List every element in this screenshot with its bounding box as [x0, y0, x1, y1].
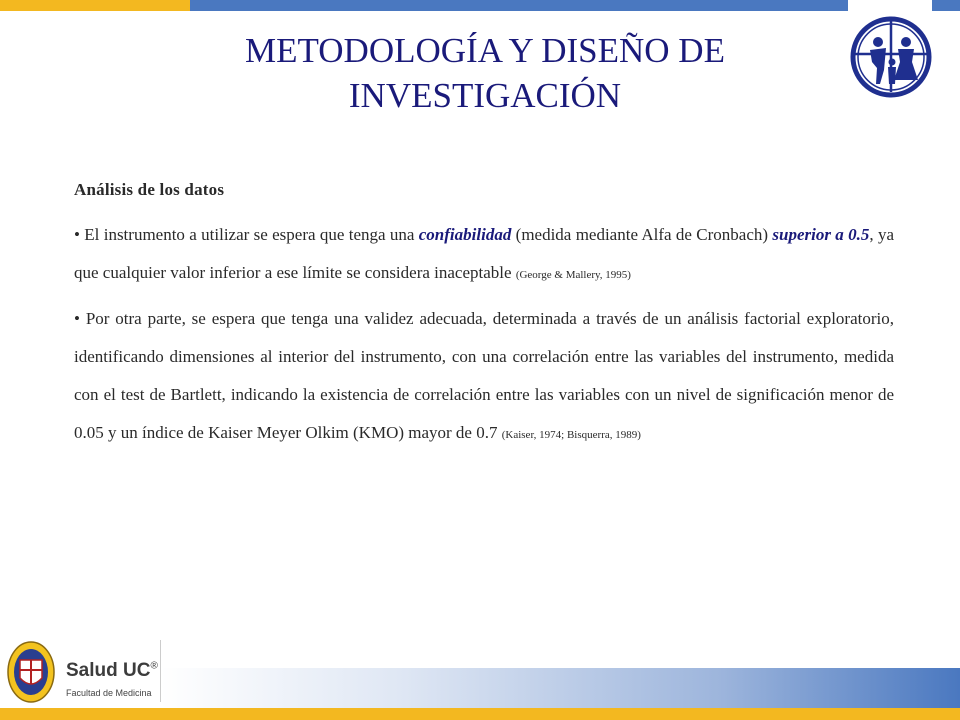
- bottom-yellow-bar: [0, 708, 960, 720]
- family-logo-icon: [848, 12, 934, 98]
- brand-name: Salud UC®: [66, 660, 158, 681]
- university-crest-icon: [6, 640, 56, 704]
- top-blue-bar: [190, 0, 960, 11]
- section-heading: Análisis de los datos: [74, 180, 225, 199]
- p1-emphasis-superior: superior a 0.5: [772, 225, 870, 244]
- page-title: [180, 28, 790, 118]
- p1-text-c: , ya que cualquier valor inferior a ese límite se considera inaceptable: [74, 225, 895, 282]
- footer-divider: [160, 640, 161, 702]
- registered-mark: ®: [150, 660, 158, 672]
- p1-citation: (George & Mallery, 1995): [515, 269, 631, 281]
- p2-text: Por otra parte, se espera que tenga una validez adecuada, determinada a través de un análisis factorial exploratorio, identificando dimensiones al interior del instrumento, con una correlación entre las variables del instrumento, medida con el test de Bartlett, indicando la existencia de correlación entre las variables con un nivel de significación menor de 0.05 y un índice de Kaiser Meyer Olkim (KMO) mayor de 0.7: [74, 309, 894, 442]
- content-area: [74, 180, 894, 460]
- p2-citation: (Kaiser, 1974; Bisquerra, 1989): [501, 429, 641, 441]
- bullet-1: •: [74, 225, 80, 244]
- title-line-2: INVESTIGACIÓN: [348, 76, 622, 115]
- paragraph-confiabilidad: [74, 216, 894, 294]
- top-bar-gap: [848, 0, 932, 11]
- bottom-gradient-band: [160, 668, 960, 708]
- p1-text-a: El instrumento a utilizar se espera que tenga una: [79, 225, 419, 244]
- p1-emphasis-confiabilidad: confiabilidad: [418, 225, 512, 244]
- title-line-1: METODOLOGÍA Y DISEÑO DE: [245, 31, 725, 70]
- brand-subtitle: Facultad de Medicina: [66, 688, 152, 698]
- top-yellow-bar: [0, 0, 190, 11]
- paragraph-validez: [74, 300, 894, 454]
- bullet-2: •: [74, 309, 80, 328]
- p1-text-b: (medida mediante Alfa de Cronbach): [511, 225, 773, 244]
